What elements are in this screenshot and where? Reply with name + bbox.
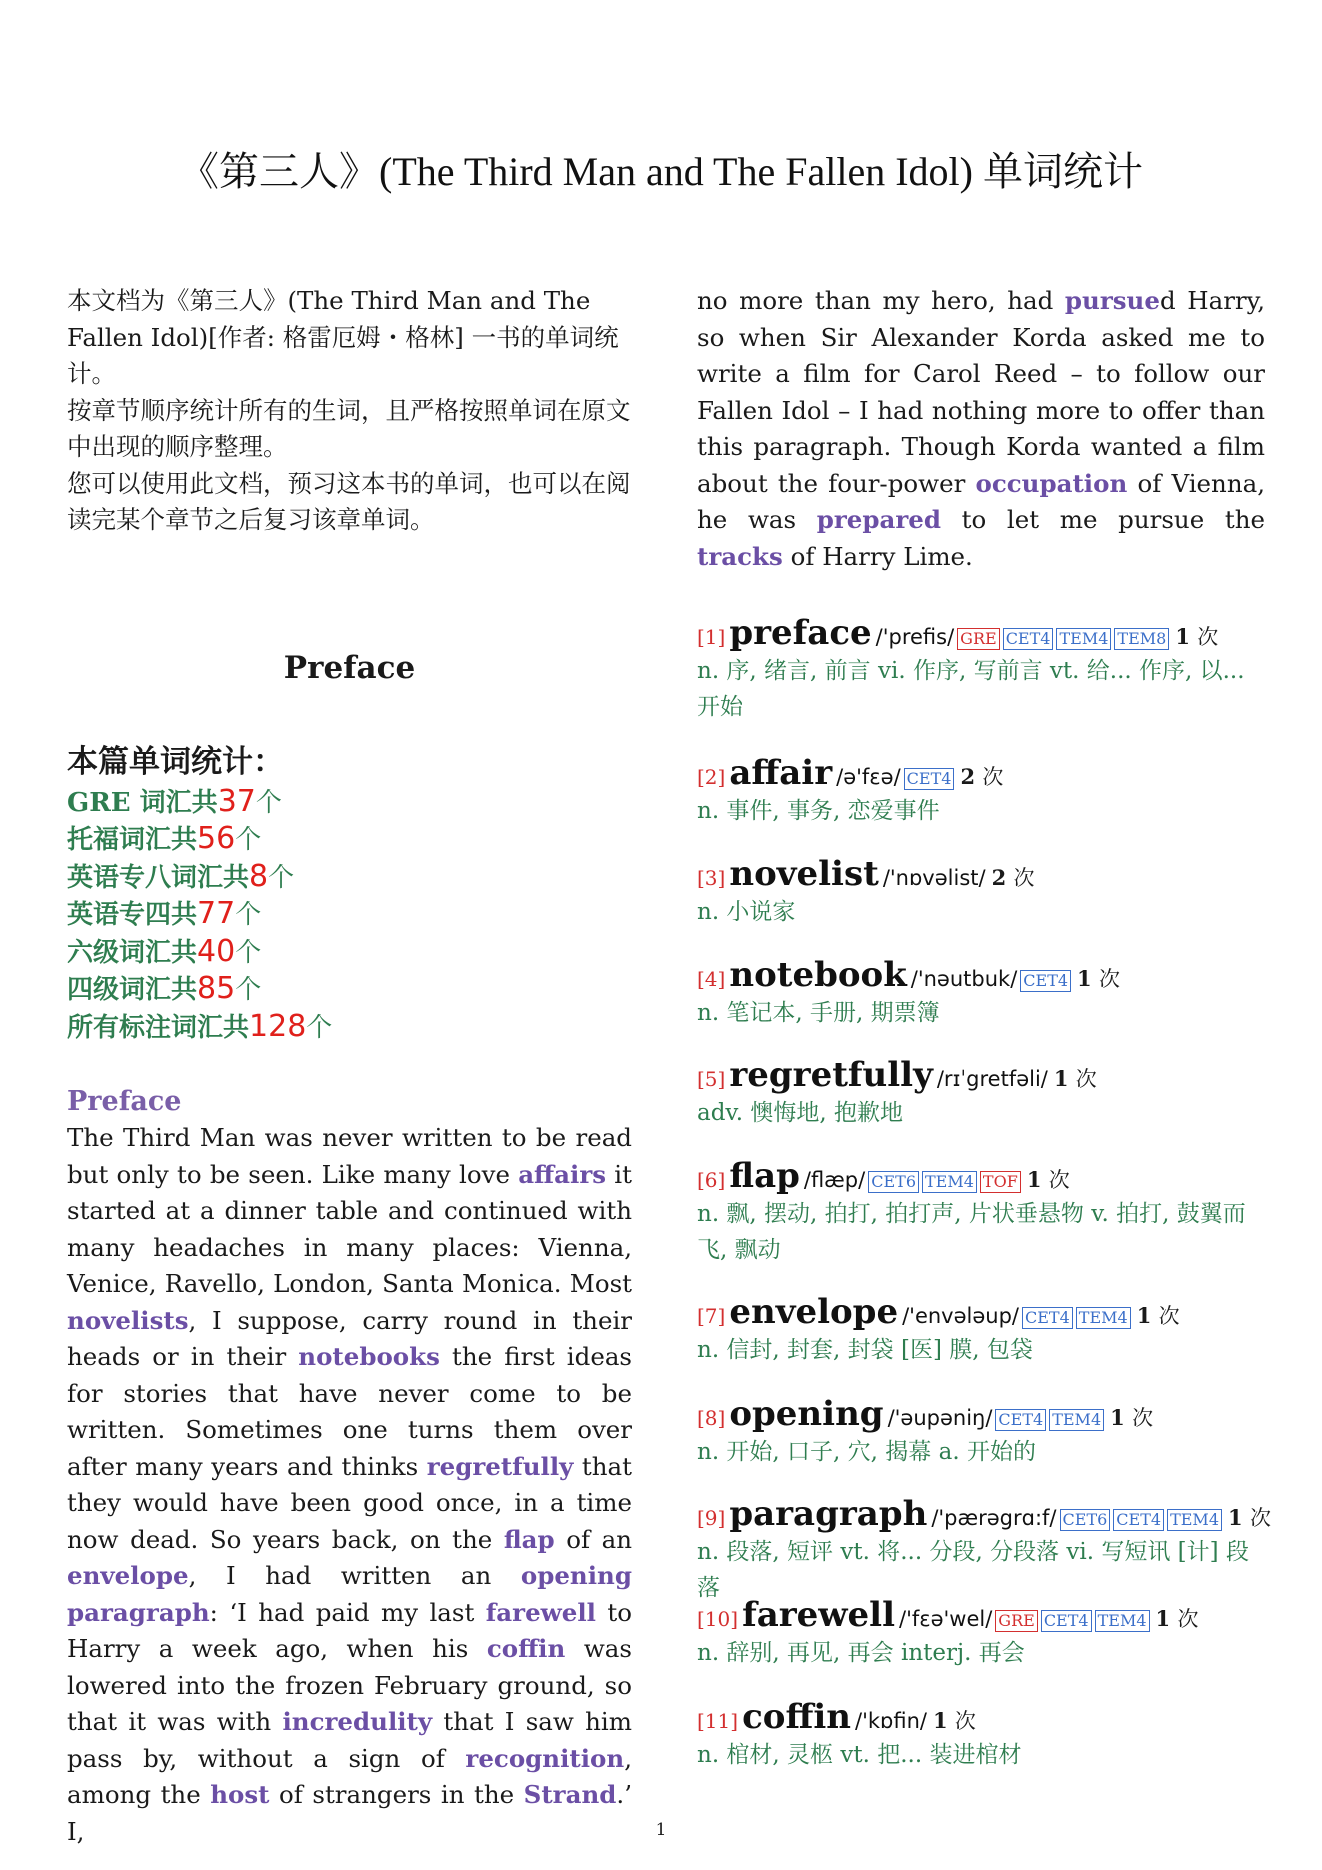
count-number: 1 — [1175, 624, 1190, 649]
stat-row — [67, 1009, 632, 1047]
stat-row — [67, 934, 632, 972]
intro — [67, 283, 632, 539]
entry-headline — [697, 1494, 1271, 1534]
count-unit: 次 — [1249, 1506, 1271, 1530]
level-tag: TEM4 — [1076, 1307, 1131, 1329]
passage-text: of strangers in the — [269, 1780, 524, 1809]
passage-text: no more than my hero, had — [697, 286, 1065, 315]
entry-phonetic: /ə'fεə/ — [836, 765, 901, 789]
entry-count — [933, 1705, 976, 1735]
highlighted-word: regretfully — [426, 1451, 574, 1481]
stat-count: 128 — [249, 1008, 307, 1044]
intro-line: 您可以使用此文档，预习这本书的单词，也可以在阅读完某个章节之后复习该章单词。 — [67, 468, 631, 534]
highlighted-word: Strand — [523, 1780, 617, 1809]
entry-definition: n. 开始, 口子, 穴, 揭幕 a. 开始的 — [697, 1439, 1036, 1465]
passage-text: The Third Man was never written to be read but only to be seen. Like many love — [67, 1123, 632, 1189]
entry-index: [8] — [697, 1406, 726, 1430]
entry-count — [1175, 621, 1218, 651]
entry-word: paragraph — [729, 1494, 928, 1534]
passage-text: was lowered into the frozen February ground, so that it was with — [67, 1634, 632, 1736]
entry-definition: n. 信封, 封套, 封袋 [医] 膜, 包袋 — [697, 1337, 1033, 1363]
vocab-entry — [697, 955, 1265, 1031]
stat-count: 77 — [197, 896, 236, 931]
count-unit: 次 — [1177, 1607, 1199, 1631]
count-number: 1 — [1228, 1505, 1243, 1530]
highlighted-word: novelists — [67, 1305, 189, 1335]
passage-right — [697, 283, 1265, 575]
highlighted-word: prepared — [816, 505, 942, 534]
stats-heading: 本篇单词统计： — [67, 743, 284, 780]
entry-headline — [697, 1697, 1265, 1737]
stat-unit: 个 — [235, 937, 262, 968]
level-tag: TEM4 — [1095, 1610, 1150, 1632]
level-tag: CET6 — [1060, 1509, 1111, 1531]
level-tag: CET4 — [904, 768, 955, 790]
vocab-entry — [697, 1156, 1265, 1268]
vocab-entry — [697, 1055, 1265, 1131]
count-unit: 次 — [1132, 1406, 1154, 1430]
entry-index: [2] — [697, 765, 726, 789]
entry-count — [1077, 963, 1120, 993]
entry-phonetic: /'fεə'wel/ — [899, 1607, 993, 1631]
entry-headline — [697, 613, 1265, 653]
highlighted-word: affairs — [518, 1159, 607, 1189]
vocab-entry — [697, 854, 1265, 930]
level-tag: TOF — [980, 1171, 1021, 1193]
entry-headline — [697, 1595, 1265, 1635]
intro-line: 按章节顺序统计所有的生词，且严格按照单词在原文中出现的顺序整理。 — [67, 395, 631, 461]
entry-word: coffin — [742, 1697, 851, 1737]
stat-label: 英语专八词汇共 — [67, 862, 250, 893]
entry-count — [960, 761, 1003, 791]
stat-unit: 个 — [268, 862, 295, 893]
stat-unit: 个 — [306, 1012, 333, 1043]
count-unit: 次 — [1197, 625, 1219, 649]
vocab-entry — [697, 1292, 1265, 1368]
level-tag: CET4 — [995, 1409, 1046, 1431]
stat-unit: 个 — [255, 787, 282, 818]
entry-word: affair — [729, 753, 833, 793]
entry-headline — [697, 955, 1265, 995]
entry-definition: n. 辞别, 再见, 再会 interj. 再会 — [697, 1640, 1025, 1666]
entry-index: [7] — [697, 1304, 726, 1328]
level-tag: CET4 — [1022, 1307, 1073, 1329]
right-column — [697, 283, 1271, 1768]
stat-count: 8 — [249, 858, 269, 894]
entry-definition: n. 笔记本, 手册, 期票簿 — [697, 1000, 940, 1026]
left-column — [67, 283, 632, 1850]
level-tag: TEM4 — [1167, 1509, 1222, 1531]
entry-index: [10] — [697, 1607, 739, 1631]
stat-label: 六级词汇共 — [67, 937, 198, 968]
intro-line: 本文档为《第三人》(The Third Man and The Fallen Idol)[作者: 格雷厄姆・格林] 一书的单词统计。 — [67, 286, 619, 388]
stat-unit: 个 — [235, 975, 262, 1005]
stat-unit: 个 — [235, 825, 262, 855]
entry-count — [1137, 1300, 1180, 1330]
entry-phonetic: /'envələup/ — [902, 1304, 1019, 1328]
entry-headline — [697, 1156, 1265, 1196]
entry-headline — [697, 1394, 1265, 1434]
level-tag: CET4 — [1020, 970, 1071, 992]
stat-row — [67, 896, 632, 934]
entry-index: [6] — [697, 1168, 726, 1192]
level-tag: GRE — [995, 1610, 1038, 1632]
passage-text: that I saw him pass by, without a sign of — [67, 1707, 632, 1773]
entry-headline — [697, 1292, 1265, 1332]
entry-word: preface — [729, 613, 872, 653]
entry-phonetic: /'kɒfin/ — [855, 1709, 927, 1733]
passage-text: of Vienna, he was — [697, 468, 1265, 534]
entry-headline — [697, 753, 1265, 793]
entry-definition: n. 棺材, 灵柩 vt. 把... 装进棺材 — [697, 1742, 1022, 1768]
highlighted-word: occupation — [975, 468, 1128, 498]
vocab-entry — [697, 1595, 1265, 1671]
stat-label: 英语专四共 — [67, 900, 198, 930]
entry-definition: n. 飘, 摆动, 拍打, 拍打声, 片状垂悬物 v. 拍打, 鼓翼而飞, 飘动 — [697, 1201, 1246, 1263]
passage-text: , I suppose, carry round in their heads or in their — [67, 1305, 632, 1371]
count-unit: 次 — [1013, 866, 1035, 890]
entry-phonetic: /rɪˈgretfəli/ — [936, 1067, 1048, 1091]
highlighted-word: coffin — [486, 1634, 566, 1663]
stat-row — [67, 784, 632, 822]
highlighted-word: envelope — [67, 1561, 189, 1590]
level-tag: TEM4 — [922, 1171, 977, 1193]
highlighted-word: farewell — [485, 1597, 596, 1627]
stat-row — [67, 859, 632, 897]
count-unit: 次 — [982, 765, 1004, 789]
count-number: 1 — [1110, 1405, 1125, 1430]
passage-left — [67, 1120, 632, 1850]
entry-definition: n. 小说家 — [697, 899, 796, 925]
count-unit: 次 — [1098, 967, 1120, 991]
entry-index: [11] — [697, 1709, 739, 1733]
vocab-entry — [697, 753, 1265, 829]
entry-word: envelope — [729, 1292, 899, 1332]
count-number: 1 — [1155, 1606, 1171, 1631]
passage-text: that they would have been good once, in a time now dead. So years back, on the — [67, 1451, 632, 1554]
entry-definition: n. 段落, 短评 vt. 将... 分段, 分段落 vi. 写短讯 [计] 段落 — [697, 1539, 1249, 1601]
highlighted-word: tracks — [697, 541, 783, 571]
count-number: 2 — [991, 865, 1007, 890]
entry-count — [1054, 1063, 1097, 1093]
highlighted-word: notebooks — [298, 1342, 440, 1371]
entry-definition: adv. 懊悔地, 抱歉地 — [697, 1100, 903, 1126]
entry-word: novelist — [729, 854, 879, 894]
passage-text: to Harry a week ago, when his — [67, 1597, 632, 1663]
page-number: 1 — [655, 1820, 667, 1840]
entry-phonetic: /'əupəniŋ/ — [887, 1406, 993, 1430]
highlighted-word: pursue — [1064, 286, 1160, 315]
vocab-entry — [697, 613, 1265, 725]
entry-definition: n. 事件, 事务, 恋爱事件 — [697, 798, 940, 824]
stat-count: 37 — [217, 783, 256, 819]
entry-headline — [697, 1055, 1265, 1095]
vocab-entry — [697, 1697, 1265, 1773]
highlighted-word: incredulity — [282, 1707, 433, 1736]
highlighted-word: host — [210, 1780, 270, 1809]
count-number: 1 — [1053, 1066, 1069, 1091]
level-tag: TEM4 — [1049, 1409, 1104, 1431]
stat-label: 托福词汇共 — [67, 825, 198, 855]
passage-text: d Harry, so when Sir Alexander Korda asked me to write a film for Carol Reed – to follow our Fallen Idol – I had nothing more to offer than this paragraph. Though Korda wanted a film about the four-power — [697, 286, 1265, 498]
stat-unit: 个 — [235, 900, 262, 930]
entry-count — [992, 862, 1035, 892]
count-unit: 次 — [1158, 1304, 1180, 1328]
count-unit: 次 — [954, 1709, 976, 1733]
entry-count — [1228, 1502, 1271, 1532]
count-unit: 次 — [1048, 1168, 1070, 1192]
stat-label: GRE 词汇共 — [67, 787, 218, 818]
passage-text: .’ I, — [67, 1780, 632, 1846]
entry-word: flap — [729, 1156, 800, 1196]
level-tag: TEM8 — [1114, 628, 1169, 650]
entry-word: regretfully — [729, 1055, 933, 1095]
passage-text: it started at a dinner table and continued with many headaches in many places: Vienna, Venice, Ravello, London, Santa Monica. Most — [67, 1159, 632, 1298]
stat-count: 56 — [197, 821, 236, 856]
passage-text: the first ideas for stories that have never come to be written. Sometimes one turns them over after many years and thinks — [67, 1342, 633, 1481]
stat-row — [67, 821, 632, 859]
count-unit: 次 — [1075, 1067, 1097, 1091]
passage-text: : ‘I had paid my last — [209, 1597, 486, 1627]
count-number: 1 — [932, 1708, 948, 1733]
stat-count: 85 — [197, 971, 236, 1006]
entry-phonetic: /'pærəgrɑ:f/ — [931, 1506, 1057, 1530]
level-tag: TEM4 — [1056, 628, 1111, 650]
entry-phonetic: /flæp/ — [803, 1168, 866, 1192]
vocab-entry — [697, 1494, 1271, 1606]
count-number: 1 — [1077, 966, 1092, 991]
page-title: 《第三人》(The Third Man and The Fallen Idol) 单词统计 — [179, 149, 1143, 194]
entry-word: farewell — [742, 1595, 895, 1635]
count-number: 1 — [1026, 1167, 1042, 1192]
entry-headline — [697, 854, 1265, 894]
passage-text: , I had written an — [188, 1561, 521, 1590]
entry-word: opening — [729, 1394, 884, 1434]
stats-list — [67, 784, 632, 1047]
level-tag: CET4 — [1113, 1509, 1164, 1531]
entry-phonetic: /'nɒvəlist/ — [882, 866, 986, 890]
entry-index: [5] — [697, 1067, 726, 1091]
level-tag: CET4 — [1041, 1610, 1092, 1632]
passage-text: of an — [554, 1524, 633, 1554]
entry-phonetic: /'prefis/ — [875, 625, 955, 649]
level-tag: CET4 — [1003, 628, 1054, 650]
stat-label: 四级词汇共 — [67, 975, 198, 1005]
entry-count — [1156, 1603, 1199, 1633]
count-number: 1 — [1136, 1303, 1152, 1328]
passage-text: of Harry Lime. — [782, 541, 973, 571]
highlighted-word: flap — [503, 1524, 555, 1554]
level-tag: GRE — [957, 628, 1000, 650]
entry-index: [4] — [697, 967, 726, 991]
entry-word: notebook — [729, 955, 907, 995]
section-title: Preface — [283, 649, 416, 686]
entry-index: [9] — [697, 1506, 726, 1530]
entry-count — [1027, 1164, 1070, 1194]
passage-heading: Preface — [67, 1086, 182, 1117]
stat-row — [67, 971, 632, 1009]
stat-count: 40 — [197, 933, 236, 969]
entry-count — [1110, 1402, 1153, 1432]
level-tag: CET6 — [868, 1171, 919, 1193]
passage-text: to let me pursue the — [941, 505, 1265, 534]
entry-index: [3] — [697, 866, 726, 890]
highlighted-word: recognition — [465, 1743, 625, 1773]
passage-text: , among the — [67, 1743, 632, 1809]
stat-label: 所有标注词汇共 — [67, 1012, 250, 1043]
vocab-entry — [697, 1394, 1265, 1470]
entry-definition: n. 序, 绪言, 前言 vi. 作序, 写前言 vt. 给... 作序, 以... 开始 — [697, 658, 1245, 720]
highlighted-word: opening paragraph — [67, 1561, 632, 1627]
entry-phonetic: /'nəutbuk/ — [910, 967, 1018, 991]
count-number: 2 — [960, 764, 976, 789]
entry-index: [1] — [697, 625, 726, 649]
